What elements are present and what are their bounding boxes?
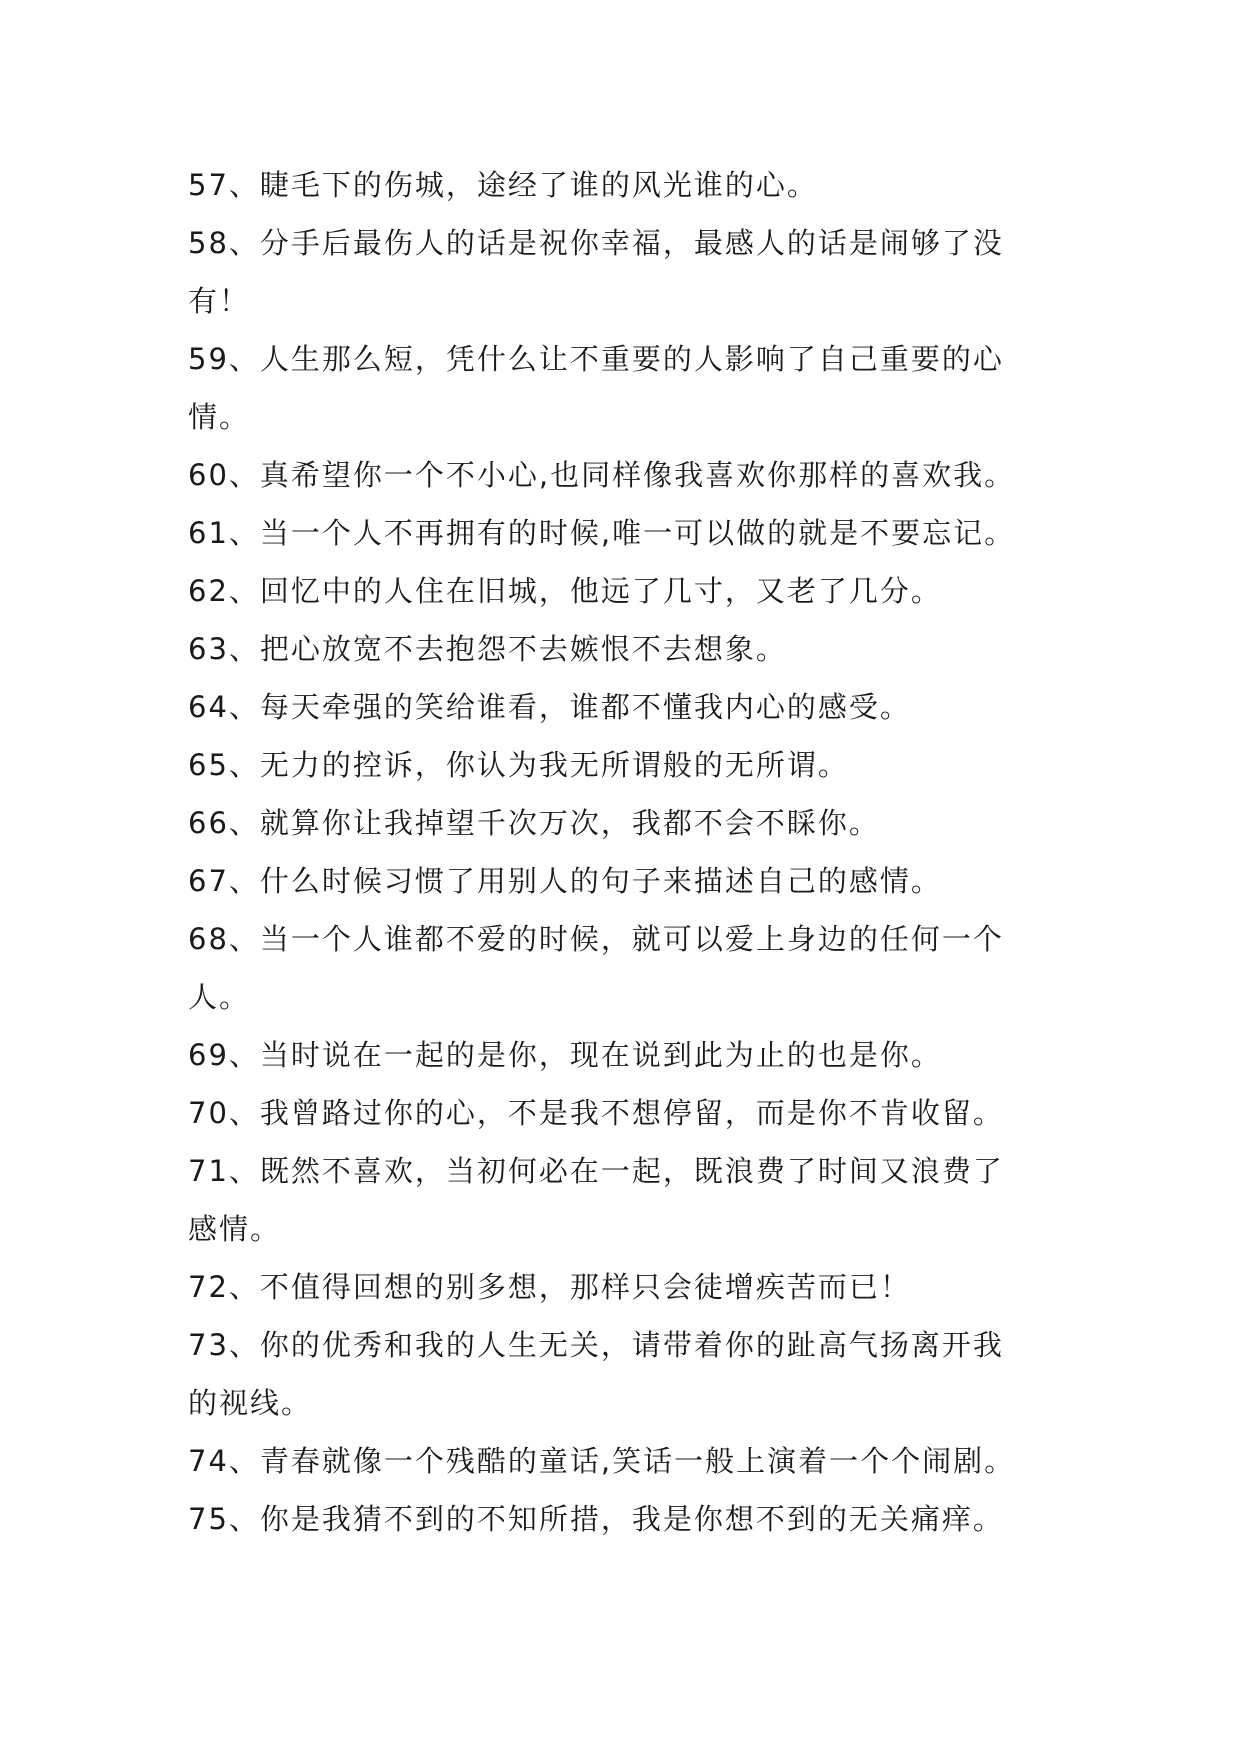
text-line: 72、不值得回想的别多想，那样只会徒增疾苦而已！	[188, 1270, 911, 1304]
text-line: 69、当时说在一起的是你，现在说到此为止的也是你。	[188, 1038, 942, 1072]
text-line: 情。	[188, 400, 251, 434]
text-line: 67、什么时候习惯了用别人的句子来描述自己的感情。	[188, 864, 942, 898]
text-line: 63、把心放宽不去抱怨不去嫉恨不去想象。	[188, 632, 787, 666]
text-line: 61、当一个人不再拥有的时候,唯一可以做的就是不要忘记。	[188, 516, 1016, 550]
text-line: 62、回忆中的人住在旧城，他远了几寸，又老了几分。	[188, 574, 942, 608]
text-line: 65、无力的控诉，你认为我无所谓般的无所谓。	[188, 748, 849, 782]
text-line: 的视线。	[188, 1386, 313, 1420]
text-line: 有！	[188, 284, 251, 318]
document-body	[188, 156, 1068, 1548]
text-line: 73、你的优秀和我的人生无关，请带着你的趾高气扬离开我	[188, 1328, 1004, 1362]
text-line: 75、你是我猜不到的不知所措，我是你想不到的无关痛痒。	[188, 1502, 1004, 1536]
text-line: 70、我曾路过你的心，不是我不想停留，而是你不肯收留。	[188, 1096, 1004, 1130]
text-line: 58、分手后最伤人的话是祝你幸福，最感人的话是闹够了没	[188, 226, 1004, 260]
text-line: 57、睫毛下的伤城，途经了谁的风光谁的心。	[188, 168, 818, 202]
text-line: 66、就算你让我掉望千次万次，我都不会不睬你。	[188, 806, 880, 840]
text-line: 71、既然不喜欢，当初何必在一起，既浪费了时间又浪费了	[188, 1154, 1004, 1188]
text-line: 人。	[188, 980, 251, 1014]
text-line: 59、人生那么短，凭什么让不重要的人影响了自己重要的心	[188, 342, 1004, 376]
text-line: 68、当一个人谁都不爱的时候，就可以爱上身边的任何一个	[188, 922, 1004, 956]
text-line: 60、真希望你一个不小心,也同样像我喜欢你那样的喜欢我。	[188, 458, 1016, 492]
text-line: 64、每天牵强的笑给谁看，谁都不懂我内心的感受。	[188, 690, 911, 724]
text-line: 感情。	[188, 1212, 282, 1246]
text-line: 74、青春就像一个残酷的童话,笑话一般上演着一个个闹剧。	[188, 1444, 1016, 1478]
